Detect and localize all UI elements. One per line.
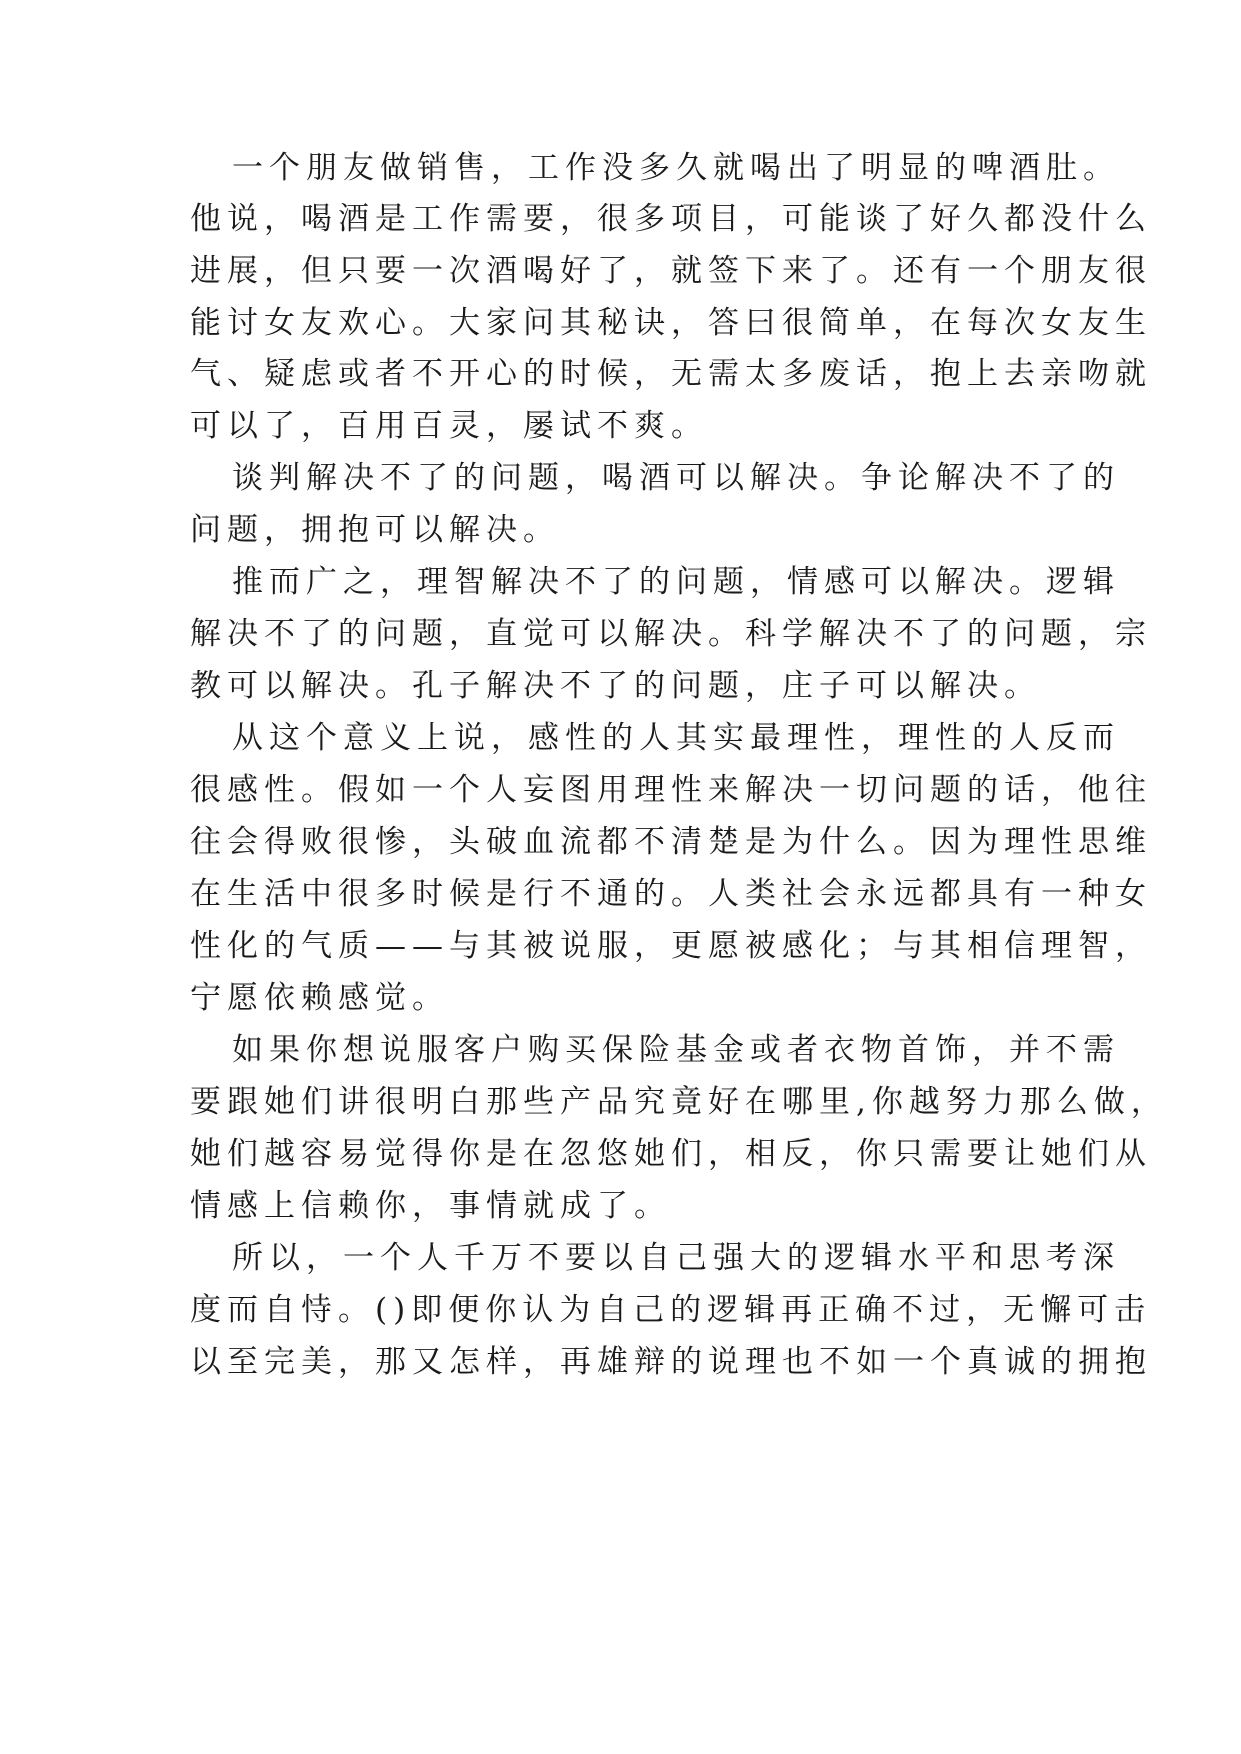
paragraph-line: 往会得败很惨，头破血流都不清楚是为什么。因为理性思维	[190, 824, 1152, 860]
paragraph-line: 从这个意义上说，感性的人其实最理性，理性的人反而	[232, 720, 1120, 756]
paragraph-line: 推而广之，理智解决不了的问题，情感可以解决。逻辑	[232, 564, 1120, 600]
paragraph-line: 在生活中很多时候是行不通的。人类社会永远都具有一种女	[190, 876, 1152, 912]
paragraph-line: 很感性。假如一个人妄图用理性来解决一切问题的话，他往	[190, 772, 1152, 808]
paragraph-line: 问题，拥抱可以解决。	[190, 512, 560, 548]
paragraph-line: 宁愿依赖感觉。	[190, 980, 449, 1016]
paragraph-line: 所以，一个人千万不要以自己强大的逻辑水平和思考深	[232, 1240, 1120, 1276]
paragraph-line: 要跟她们讲很明白那些产品究竟好在哪里,你越努力那么做，	[190, 1084, 1168, 1120]
paragraph-line: 气、疑虑或者不开心的时候，无需太多废话，抱上去亲吻就	[190, 356, 1152, 392]
paragraph-line: 进展，但只要一次酒喝好了，就签下来了。还有一个朋友很	[190, 253, 1152, 289]
paragraph-line: 解决不了的问题，直觉可以解决。科学解决不了的问题，宗	[190, 616, 1152, 652]
paragraph-line: 度而自恃。()即便你认为自己的逻辑再正确不过，无懈可击	[190, 1292, 1152, 1328]
paragraph-line: 一个朋友做销售，工作没多久就喝出了明显的啤酒肚。	[232, 150, 1120, 186]
paragraph-line: 性化的气质——与其被说服，更愿被感化；与其相信理智，	[190, 928, 1152, 964]
paragraph-line: 情感上信赖你，事情就成了。	[190, 1188, 671, 1224]
paragraph-line: 如果你想说服客户购买保险基金或者衣物首饰，并不需	[232, 1032, 1120, 1068]
paragraph-line: 以至完美，那又怎样，再雄辩的说理也不如一个真诚的拥抱	[190, 1344, 1152, 1380]
paragraph-line: 可以了，百用百灵，屡试不爽。	[190, 408, 708, 444]
paragraph-line: 谈判解决不了的问题，喝酒可以解决。争论解决不了的	[232, 460, 1120, 496]
paragraph-line: 教可以解决。孔子解决不了的问题，庄子可以解决。	[190, 668, 1041, 704]
paragraph-line: 能讨女友欢心。大家问其秘诀，答曰很简单，在每次女友生	[190, 305, 1152, 341]
paragraph-line: 他说，喝酒是工作需要，很多项目，可能谈了好久都没什么	[190, 201, 1152, 237]
paragraph-line: 她们越容易觉得你是在忽悠她们，相反，你只需要让她们从	[190, 1136, 1152, 1172]
